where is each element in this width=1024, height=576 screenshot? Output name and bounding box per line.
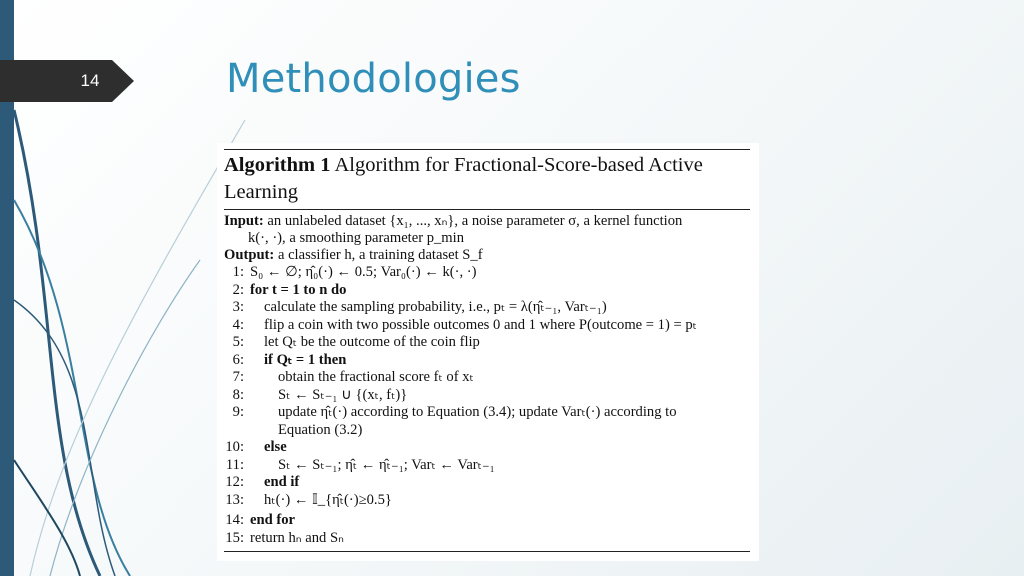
algorithm-header [224,152,750,206]
algo-line: 3: calculate the sampling probability, i.e., pₜ = λ(η̂ₜ₋₁, Varₜ₋₁) [232,299,607,315]
algo-line: 8: Sₜ ← Sₜ₋₁ ∪ {(xₜ, fₜ)} [232,387,408,403]
input-line [224,213,750,230]
algo-line: 11: Sₜ ← Sₜ₋₁; η̂ₜ ← η̂ₜ₋₁; Varₜ ← Varₜ₋₁ [225,457,495,473]
algo-line: 10: else [225,439,287,455]
algo-line: 6: if Qₜ = 1 then [232,352,347,368]
algorithm-figure [217,143,759,561]
algo-line: 7: obtain the fractional score fₜ of xₜ [232,369,474,385]
algo-line: 2: for t = 1 to n do [232,282,347,298]
algo-line: 14: end for [225,512,295,528]
header-rule [224,209,750,210]
output-label: Output: [224,247,275,263]
input-line-cont [224,230,750,247]
algorithm-label: Algorithm 1 [224,154,331,176]
algo-line: 4: flip a coin with two possible outcomes 0 and 1 where P(outcome = 1) = pₜ [232,317,697,333]
slide-title: Methodologies [226,56,521,102]
algo-line: 5: let Qₜ be the outcome of the coin flip [232,334,480,350]
algo-line: 12: end if [225,474,300,490]
input-label: Input: [224,213,264,229]
slide-number: 14 [80,71,100,90]
input-text: an unlabeled dataset {x₁, ..., xₙ}, a noise parameter σ, a kernel function [267,213,683,229]
output-text: a classifier h, a training dataset S_f [277,247,483,263]
algo-line: 13: hₜ(·) ← 𝕀_{η̂ₜ(·)≥0.5} [225,492,392,508]
top-rule [224,149,750,150]
algo-line: 9: update η̂ₜ(·) according to Equation (3.4); update Varₜ(·) according to [232,404,677,420]
algo-line: 1: S₀ ← ∅; η̂₀(·) ← 0.5; Var₀(·) ← k(·, ·) [232,264,477,280]
bottom-rule [224,551,750,552]
algorithm-caption: Algorithm for Fractional-Score-based Active Learning [224,154,703,203]
algo-line: Equation (3.2) [278,422,363,438]
algo-line: 15: return hₙ and Sₙ [225,530,344,546]
output-line [224,247,750,264]
input-text-cont: k(·, ·), a smoothing parameter p_min [248,230,465,246]
slide-number-tab [0,60,134,102]
